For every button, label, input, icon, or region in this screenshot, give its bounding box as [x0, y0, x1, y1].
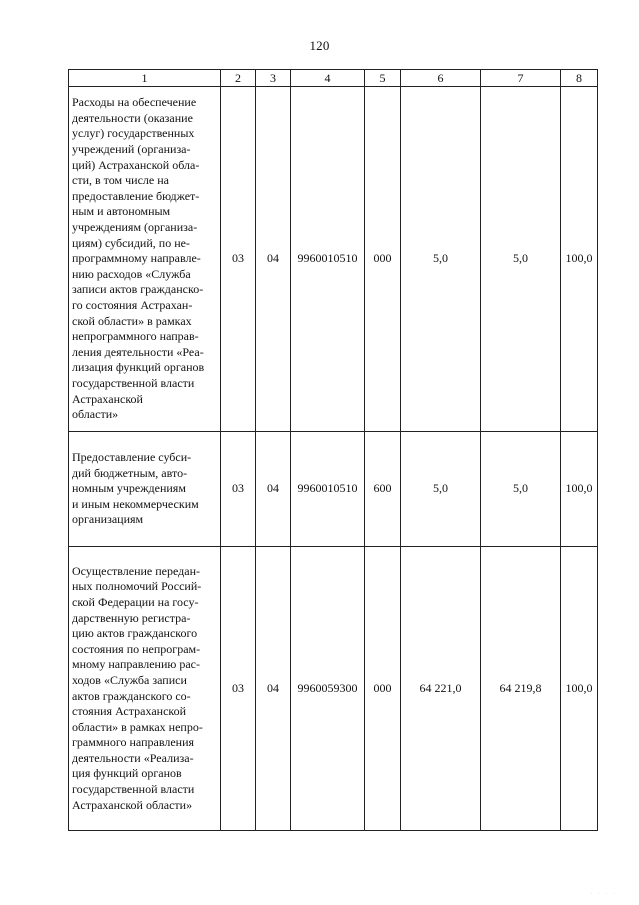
section-code: 03 [221, 547, 256, 831]
executed-amount: 5,0 [481, 432, 561, 547]
column-header: 2 [221, 70, 256, 87]
target-article-code: 9960010510 [291, 87, 365, 432]
expense-type-code: 000 [365, 87, 401, 432]
expense-type-code: 600 [365, 432, 401, 547]
execution-percent: 100,0 [561, 432, 598, 547]
table-header-row [69, 70, 598, 87]
planned-amount: 5,0 [401, 87, 481, 432]
execution-percent: 100,0 [561, 87, 598, 432]
section-code: 03 [221, 87, 256, 432]
planned-amount: 5,0 [401, 432, 481, 547]
column-header: 7 [481, 70, 561, 87]
subsection-code: 04 [256, 432, 291, 547]
column-header: 6 [401, 70, 481, 87]
column-header: 8 [561, 70, 598, 87]
page-number: 120 [309, 38, 330, 53]
budget-table [68, 69, 598, 831]
executed-amount: 5,0 [481, 87, 561, 432]
expense-type-code: 000 [365, 547, 401, 831]
table-row [69, 432, 598, 547]
planned-amount: 64 221,0 [401, 547, 481, 831]
column-header: 1 [69, 70, 221, 87]
column-header: 5 [365, 70, 401, 87]
target-article-code: 9960010510 [291, 432, 365, 547]
section-code: 03 [221, 432, 256, 547]
row-description: Предоставление субси- дий бюджетным, авто- номным учреждениям и иным некоммерческим организациям [69, 432, 221, 547]
subsection-code: 04 [256, 87, 291, 432]
table-row [69, 547, 598, 831]
row-description: Осуществление передан- ных полномочий Россий- ской Федерации на госу- дарственную регистра- цию актов гражданского состояния по непрограм- мному направлению рас- ходов «Служба записи актов гражданского со- стояния Астраханской области» в рамках непро- граммного направления деятельности «Реализа- ция функций органов государственной власти Астраханской области» [69, 547, 221, 831]
target-article-code: 9960059300 [291, 547, 365, 831]
row-description: Расходы на обеспечение деятельности (оказание услуг) государственных учреждений (организа- ций) Астраханской обла- сти, в том числе на предоставление бюджет- ным и автономным учреждениям (организа- циям) субсидий, по не- программному направле- нию расходов «Служба записи актов гражданско- го состояния Астрахан- ской области» в рамках непрограммного направ- ления деятельности «Реа- лизация функций органов государственной власти Астраханской области» [69, 87, 221, 432]
execution-percent: 100,0 [561, 547, 598, 831]
table-row [69, 87, 598, 432]
column-header: 3 [256, 70, 291, 87]
scan-artifact: · · · · [590, 891, 617, 897]
subsection-code: 04 [256, 547, 291, 831]
executed-amount: 64 219,8 [481, 547, 561, 831]
column-header: 4 [291, 70, 365, 87]
